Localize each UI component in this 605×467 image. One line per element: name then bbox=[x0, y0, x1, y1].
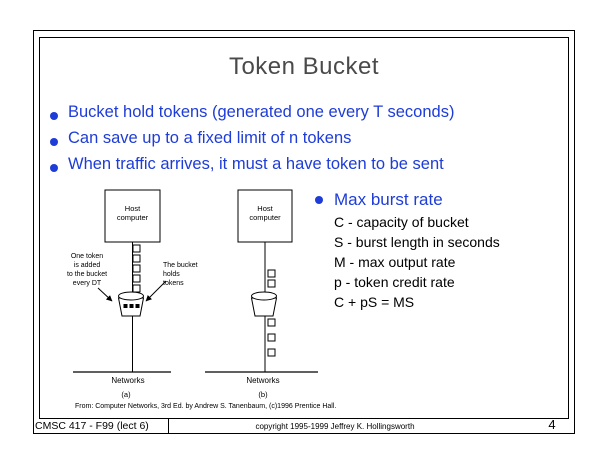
bullet-text: Bucket hold tokens (generated one every T seconds) bbox=[68, 103, 455, 121]
token-icon bbox=[133, 275, 140, 282]
token-dot-icon bbox=[124, 304, 128, 308]
bullet-icon bbox=[50, 112, 58, 120]
token-icon bbox=[268, 334, 275, 341]
bullet-icon bbox=[50, 138, 58, 146]
right-caption-arrow-icon bbox=[146, 281, 166, 301]
left-caption-line4: every DT bbox=[72, 280, 102, 287]
bullet-text: When traffic arrives, it must a have token to be sent bbox=[68, 155, 444, 173]
token-icon bbox=[268, 280, 275, 287]
bucket-rim-a bbox=[119, 292, 144, 300]
token-icon bbox=[133, 265, 140, 272]
host-label-line1: Host bbox=[124, 204, 141, 213]
burst-variable: C - capacity of bucket bbox=[334, 214, 469, 230]
token-icon bbox=[133, 245, 140, 252]
bullet-text: Can save up to a fixed limit of n tokens bbox=[68, 129, 352, 147]
token-icon bbox=[268, 349, 275, 356]
max-burst-rate-heading bbox=[315, 190, 443, 210]
burst-variable: S - burst length in seconds bbox=[334, 234, 500, 250]
page-number: 4 bbox=[548, 417, 556, 432]
bullet-item bbox=[50, 129, 550, 155]
bullet-item bbox=[50, 103, 550, 129]
page-title: Token Bucket bbox=[228, 53, 380, 80]
token-icon bbox=[133, 255, 140, 262]
network-label-a: Networks bbox=[111, 376, 145, 385]
network-label-b: Networks bbox=[246, 376, 280, 385]
bullet-list bbox=[50, 103, 550, 181]
bucket-icon-b bbox=[252, 298, 277, 316]
footer-copyright: copyright 1995-1999 Jeffrey K. Hollingsworth bbox=[255, 422, 415, 431]
token-icon bbox=[268, 319, 275, 326]
burst-variable: M - max output rate bbox=[334, 254, 456, 270]
right-caption-line1: The bucket bbox=[163, 262, 198, 269]
burst-equation: C + pS = MS bbox=[334, 294, 415, 310]
burst-heading-text: Max burst rate bbox=[334, 190, 443, 209]
burst-variable-list bbox=[334, 212, 500, 312]
bucket-rim-b bbox=[252, 292, 277, 300]
left-caption-line1: One token bbox=[70, 253, 104, 260]
token-dot-icon bbox=[130, 304, 134, 308]
subfigure-label-a: (a) bbox=[121, 390, 131, 399]
bullet-item bbox=[50, 155, 550, 181]
token-bucket-diagram bbox=[60, 185, 330, 405]
footer-course-label: CMSC 417 - F99 (lect 6) bbox=[35, 420, 149, 432]
left-caption-line3: to the bucket bbox=[66, 271, 108, 278]
burst-variable: p - token credit rate bbox=[334, 274, 455, 290]
left-caption-line2: is added bbox=[73, 262, 101, 269]
footer-divider bbox=[168, 419, 169, 434]
host-label-line2: computer bbox=[116, 213, 149, 222]
host-label-line2: computer bbox=[249, 213, 281, 222]
token-icon bbox=[268, 270, 275, 277]
right-caption-line3: tokens bbox=[163, 280, 184, 287]
subfigure-label-b: (b) bbox=[258, 390, 268, 399]
token-icon bbox=[133, 285, 140, 292]
right-caption-line2: holds bbox=[163, 271, 180, 278]
bullet-icon bbox=[50, 164, 58, 172]
source-citation: From: Computer Networks, 3rd Ed. by Andrew S. Tanenbaum, (c)1996 Prentice Hall. bbox=[75, 403, 337, 410]
token-dot-icon bbox=[136, 304, 140, 308]
host-label-line1: Host bbox=[257, 204, 273, 213]
left-caption-arrow-icon bbox=[98, 288, 112, 301]
